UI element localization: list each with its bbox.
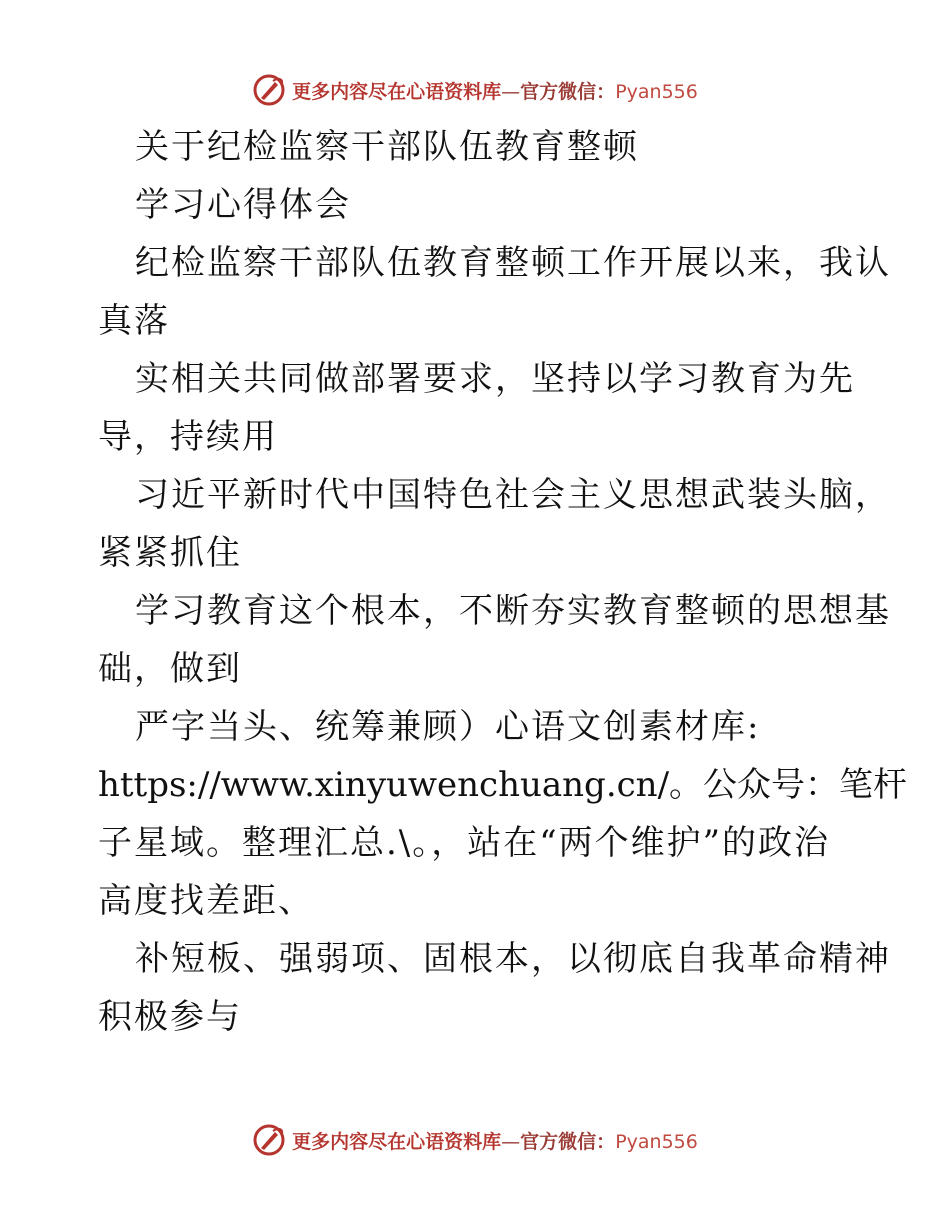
doc-line: 导，持续用 — [98, 417, 278, 457]
doc-title-line-2: 学习心得体会 — [135, 185, 351, 225]
doc-title-line-1: 关于纪检监察干部队伍教育整顿 — [135, 127, 639, 167]
header-wechat-id: Pyan556 — [615, 80, 698, 103]
doc-line: 严字当头、统筹兼顾）心语文创素材库: — [135, 707, 761, 747]
quill-logo-icon — [252, 1123, 286, 1157]
footer-banner-text — [292, 1127, 698, 1154]
doc-line: 纪检监察干部队伍教育整顿工作开展以来，我认 — [135, 243, 891, 283]
doc-line-url: https://www.xinyuwenchuang.cn/。公众号：笔杆 — [98, 765, 908, 805]
doc-line: 紧紧抓住 — [98, 533, 242, 573]
header-banner — [0, 70, 950, 110]
doc-line: 实相关共同做部署要求，坚持以学习教育为先 — [135, 359, 855, 399]
header-banner-text — [292, 77, 698, 104]
footer-banner — [0, 1120, 950, 1160]
header-dash: — — [501, 80, 521, 103]
doc-line: 习近平新时代中国特色社会主义思想武装头脑， — [135, 475, 891, 515]
doc-line: 补短板、强弱项、固根本，以彻底自我革命精神 — [135, 939, 891, 979]
doc-line: 子星域。整理汇总.\。，站在“两个维护”的政治 — [98, 823, 831, 863]
header-wechat-label: 官方微信： — [520, 80, 616, 103]
doc-line: 真落 — [98, 301, 170, 341]
footer-brand: 更多内容尽在心语资料库 — [292, 1130, 502, 1153]
footer-dash: — — [501, 1130, 521, 1153]
quill-logo-icon — [252, 73, 286, 107]
doc-line: 高度找差距、 — [98, 881, 314, 921]
doc-line: 积极参与 — [98, 997, 242, 1037]
footer-wechat-id: Pyan556 — [615, 1130, 698, 1153]
footer-wechat-label: 官方微信： — [520, 1130, 616, 1153]
doc-line: 学习教育这个根本，不断夯实教育整顿的思想基 — [135, 591, 891, 631]
header-brand: 更多内容尽在心语资料库 — [292, 80, 502, 103]
doc-line: 础，做到 — [98, 649, 242, 689]
document-body — [98, 118, 908, 1046]
